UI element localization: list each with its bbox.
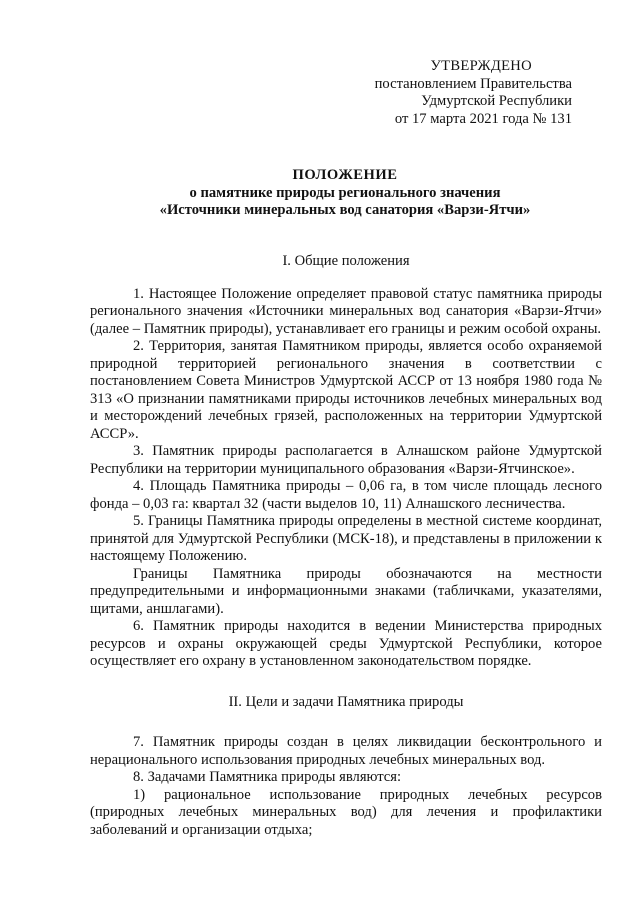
document-body [90, 253, 602, 839]
paragraph: 2. Территория, занятая Памятником природы, является особо охраняемой природной территорией регионального значения в соответствии с постановлением Совета Министров Удмуртской АССР от 13 ноября 1980 года № 313 «О признании памятниками природы источников лечебных минеральных вод и месторождений лечебных грязей, расположенных на территории Удмуртской АССР». [90, 338, 602, 442]
approval-status: УТВЕРЖДЕНО [430, 58, 532, 74]
approval-stamp-block [312, 58, 572, 128]
paragraph: 1. Настоящее Положение определяет правовой статус памятника природы регионального значения «Источники минеральных вод санатория «Варзи-Ятчи» (далее – Памятник природы), устанавливает его границы и режим особой охраны. [90, 285, 602, 337]
approval-by: постановлением Правительства [374, 75, 572, 92]
approval-date-number: от 17 марта 2021 года № 131 [394, 110, 572, 127]
paragraph: 5. Границы Памятника природы определены в местной системе координат, принятой для Удмуртской Республики (МСК-18), и представлены в приложении к настоящему Положению. [90, 513, 602, 564]
title-line-3: «Источники минеральных вод санатория «Варзи-Ятчи» [159, 202, 531, 218]
title-line-1: ПОЛОЖЕНИЕ [292, 167, 398, 183]
paragraph: 8. Задачами Памятника природы являются: [133, 769, 402, 785]
paragraph: 6. Памятник природы находится в ведении Министерства природных ресурсов и охраны окружающей среды Удмуртской Республики, которое осуществляет его охрану в установленном законодательством порядке. [90, 618, 602, 669]
paragraph: 4. Площадь Памятника природы – 0,06 га, в том числе площадь лесного фонда – 0,03 га: квартал 32 (части выделов 10, 11) Алнашского лесничества. [90, 478, 602, 512]
paragraph: Границы Памятника природы обозначаются на местности предупредительными и информационными знаками (табличками, указателями, щитами, аншлагами). [90, 565, 602, 617]
section-1-heading: I. Общие положения [282, 253, 410, 269]
paragraph: 1) рациональное использование природных лечебных ресурсов (природных лечебных минеральных вод) для лечения и профилактики заболеваний и организации отдыха; [90, 786, 602, 838]
title-line-2: о памятнике природы регионального значения [189, 184, 501, 201]
document-title [90, 167, 600, 220]
approval-authority: Удмуртской Республики [421, 93, 572, 109]
section-2-heading: II. Цели и задачи Памятника природы [228, 693, 464, 710]
paragraph: 3. Памятник природы располагается в Алнашском районе Удмуртской Республики на территории муниципального образования «Варзи-Ятчинское». [90, 443, 602, 477]
paragraph: 7. Памятник природы создан в целях ликвидации бесконтрольного и нерационального использования природных лечебных минеральных вод. [90, 734, 602, 768]
